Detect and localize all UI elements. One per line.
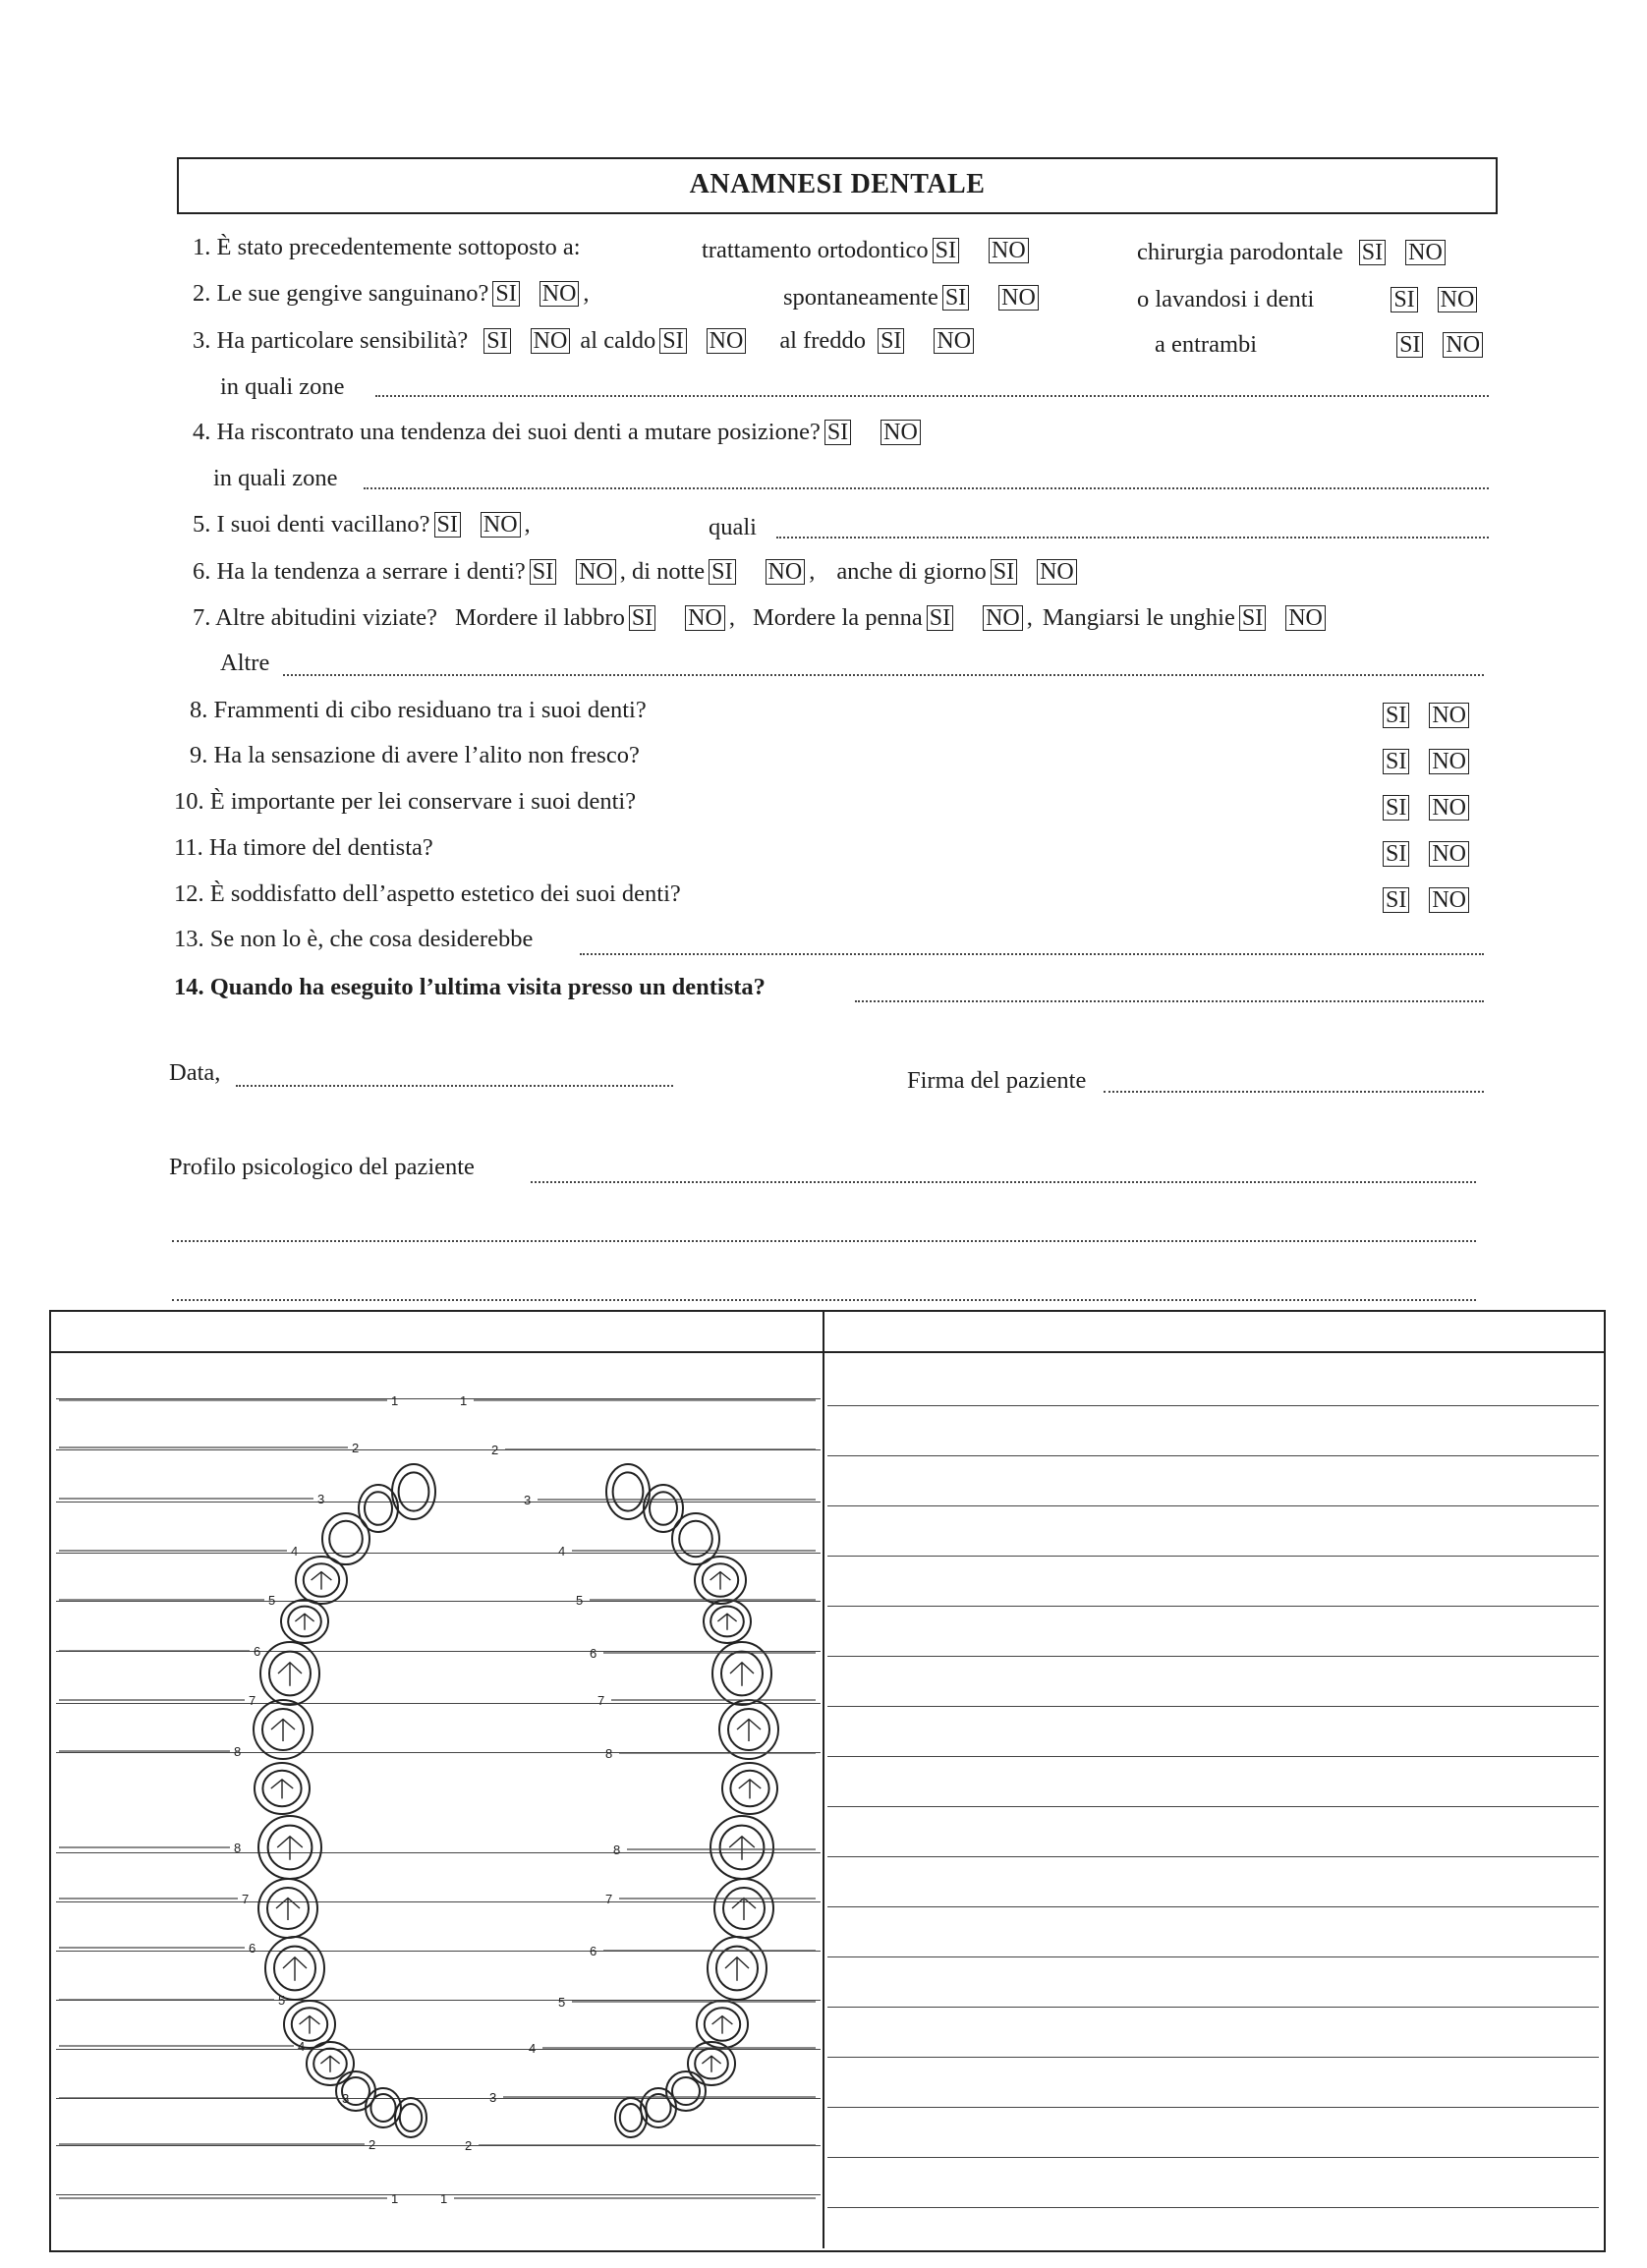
- tooth-groove: [739, 1780, 761, 1799]
- no-box[interactable]: NO: [766, 559, 806, 585]
- no-box[interactable]: NO: [576, 559, 616, 585]
- yes-box[interactable]: SI: [709, 559, 735, 585]
- no-box[interactable]: NO: [1285, 605, 1326, 631]
- tooth-crown: [679, 1521, 712, 1557]
- yes-box[interactable]: SI: [434, 512, 461, 538]
- tooth-number: 7: [597, 1693, 605, 1708]
- tooth-groove: [278, 1663, 302, 1686]
- no-box[interactable]: NO: [707, 328, 747, 354]
- yes-box[interactable]: SI: [492, 281, 519, 307]
- question-11: 11. Ha timore del dentista?: [174, 834, 433, 861]
- tooth-groove: [702, 2056, 720, 2072]
- tooth-number: 3: [317, 1492, 325, 1506]
- question-14: 14. Quando ha eseguito l’ultima visita presso un dentista?: [174, 974, 766, 1000]
- q5-which-label: quali: [709, 514, 757, 540]
- tooth-number: 8: [234, 1744, 242, 1759]
- tooth-crown: [672, 2077, 700, 2105]
- yes-box[interactable]: SI: [1383, 703, 1409, 728]
- q1-orthodontic: trattamento ortodontico SI NO: [702, 236, 1033, 265]
- question-1: 1. È stato precedentemente sottoposto a:: [193, 234, 581, 260]
- question-10: 10. È importante per lei conservare i suoi denti?: [174, 788, 637, 815]
- tooth-crown: [329, 1521, 363, 1557]
- tooth-groove: [712, 2016, 733, 2034]
- tooth-number: 5: [558, 1995, 566, 2010]
- tooth-number: 2: [491, 1443, 499, 1457]
- tooth-groove: [300, 2016, 320, 2034]
- tooth-number: 6: [249, 1941, 256, 1956]
- tooth-number: 5: [576, 1593, 584, 1608]
- tooth-number: 3: [524, 1493, 532, 1507]
- yes-box[interactable]: SI: [483, 328, 510, 354]
- yes-box[interactable]: SI: [1383, 887, 1409, 913]
- tooth-groove: [295, 1614, 313, 1630]
- tooth-number: 4: [291, 1544, 299, 1559]
- tooth-number: 7: [242, 1892, 250, 1906]
- tooth-number: 7: [249, 1693, 256, 1708]
- tooth-groove: [276, 1899, 300, 1921]
- yes-box[interactable]: SI: [1383, 795, 1409, 821]
- yes-box[interactable]: SI: [659, 328, 686, 354]
- yes-box[interactable]: SI: [991, 559, 1017, 585]
- date-label: Data,: [169, 1059, 221, 1086]
- yes-box[interactable]: SI: [933, 238, 959, 263]
- tooth-crown: [370, 2094, 395, 2122]
- tooth-number: 2: [352, 1441, 360, 1455]
- tooth-number: 6: [254, 1644, 261, 1659]
- tooth-number: 4: [558, 1544, 566, 1559]
- signature-label: Firma del paziente: [907, 1067, 1087, 1094]
- form-title: ANAMNESI DENTALE: [689, 169, 986, 199]
- tooth-crown: [620, 2104, 642, 2131]
- question-9: 9. Ha la sensazione di avere l’alito non fresco?: [190, 742, 640, 768]
- question-3: 3. Ha particolare sensibilità? SI NO al caldo SI NO al freddo SI NO: [193, 326, 978, 356]
- yes-box[interactable]: SI: [1383, 749, 1409, 774]
- tooth-groove: [320, 2056, 339, 2072]
- yes-box[interactable]: SI: [927, 605, 953, 631]
- q2-brushing: o lavandosi i denti SI NO: [1137, 285, 1481, 314]
- tooth-groove: [710, 1572, 731, 1590]
- tooth-number: 1: [460, 1393, 468, 1408]
- no-box[interactable]: NO: [1429, 887, 1469, 913]
- tooth-groove: [737, 1720, 761, 1742]
- question-6: 6. Ha la tendenza a serrare i denti? SI NO , di notte SI NO , anche di giorno SI NO: [193, 557, 1081, 587]
- tooth-crown: [650, 1492, 677, 1525]
- no-box[interactable]: NO: [880, 420, 921, 445]
- tooth-number: 8: [605, 1746, 613, 1761]
- question-8: 8. Frammenti di cibo residuano tra i suoi denti?: [190, 697, 647, 723]
- yes-box[interactable]: SI: [1391, 287, 1417, 312]
- tooth-groove: [732, 1899, 756, 1921]
- tooth-number: 8: [234, 1841, 242, 1855]
- no-box[interactable]: NO: [481, 512, 521, 538]
- question-7: 7. Altre abitudini viziate? Mordere il labbro SI NO , Mordere la penna SI NO , Mangiarsi le unghie SI NO: [193, 603, 1330, 633]
- tooth-groove: [312, 1572, 332, 1590]
- no-box[interactable]: NO: [998, 285, 1039, 311]
- tooth-groove: [717, 1614, 736, 1630]
- yes-box[interactable]: SI: [1396, 332, 1423, 358]
- tooth-number: 4: [298, 2039, 306, 2054]
- no-box[interactable]: NO: [1443, 332, 1483, 358]
- tooth-number: 1: [391, 2191, 399, 2206]
- q1-periodontal: chirurgia parodontale SI NO: [1137, 238, 1449, 267]
- q3-both: a entrambi SI NO: [1155, 330, 1487, 360]
- no-box[interactable]: NO: [1429, 703, 1469, 728]
- no-box[interactable]: NO: [1429, 841, 1469, 867]
- tooth-number: 3: [489, 2090, 497, 2105]
- question-12: 12. È soddisfatto dell’aspetto estetico dei suoi denti?: [174, 880, 681, 907]
- tooth-number: 8: [613, 1843, 621, 1857]
- no-box[interactable]: NO: [989, 238, 1029, 263]
- profile-label: Profilo psicologico del paziente: [169, 1154, 475, 1180]
- yes-box[interactable]: SI: [530, 559, 556, 585]
- q7-others-label: Altre: [220, 650, 270, 676]
- tooth-groove: [271, 1720, 295, 1742]
- yes-box[interactable]: SI: [1359, 240, 1386, 265]
- tooth-number: 2: [465, 2138, 473, 2153]
- no-box[interactable]: NO: [685, 605, 725, 631]
- no-box[interactable]: NO: [540, 281, 580, 307]
- tooth-groove: [725, 1957, 749, 1981]
- yes-box[interactable]: SI: [1383, 841, 1409, 867]
- question-5: 5. I suoi denti vacillano? SI NO ,: [193, 511, 531, 538]
- no-box[interactable]: NO: [1429, 749, 1469, 774]
- yes-box[interactable]: SI: [942, 285, 969, 311]
- tooth-groove: [730, 1663, 754, 1686]
- q2-spontaneous: spontaneamente SI NO: [783, 283, 1043, 312]
- yes-box[interactable]: SI: [878, 328, 904, 354]
- no-box[interactable]: NO: [983, 605, 1023, 631]
- tooth-number: 3: [342, 2091, 350, 2106]
- q3-zones-label: in quali zone: [220, 373, 345, 400]
- tooth-number: 4: [529, 2041, 537, 2056]
- tooth-crown: [646, 2094, 670, 2122]
- yes-box[interactable]: SI: [824, 420, 851, 445]
- tooth-groove: [729, 1837, 755, 1860]
- question-2: 2. Le sue gengive sanguinano? SI NO ,: [193, 280, 590, 307]
- tooth-groove: [283, 1957, 307, 1981]
- tooth-number: 1: [440, 2191, 448, 2206]
- tooth-number: 7: [605, 1892, 613, 1906]
- no-box[interactable]: NO: [1429, 795, 1469, 821]
- tooth-groove: [277, 1837, 303, 1860]
- no-box[interactable]: NO: [531, 328, 571, 354]
- tooth-crown: [613, 1472, 644, 1510]
- no-box[interactable]: NO: [1037, 559, 1077, 585]
- tooth-number: 1: [391, 1393, 399, 1408]
- yes-box[interactable]: SI: [629, 605, 655, 631]
- tooth-number: 5: [278, 1993, 286, 2008]
- question-4: 4. Ha riscontrato una tendenza dei suoi denti a mutare posizione? SI NO: [193, 418, 925, 447]
- tooth-crown: [400, 2104, 422, 2131]
- tooth-number: 5: [268, 1593, 276, 1608]
- no-box[interactable]: NO: [1438, 287, 1478, 312]
- no-box[interactable]: NO: [934, 328, 974, 354]
- tooth-number: 6: [590, 1944, 597, 1958]
- tooth-groove: [271, 1780, 293, 1799]
- question-13: 13. Se non lo è, che cosa desiderebbe: [174, 926, 534, 952]
- tooth-number: 2: [369, 2137, 376, 2152]
- q4-zones-label: in quali zone: [213, 465, 338, 491]
- tooth-crown: [399, 1472, 429, 1510]
- no-box[interactable]: NO: [1405, 240, 1446, 265]
- yes-box[interactable]: SI: [1239, 605, 1266, 631]
- tooth-crown: [365, 1492, 392, 1525]
- tooth-number: 6: [590, 1646, 597, 1661]
